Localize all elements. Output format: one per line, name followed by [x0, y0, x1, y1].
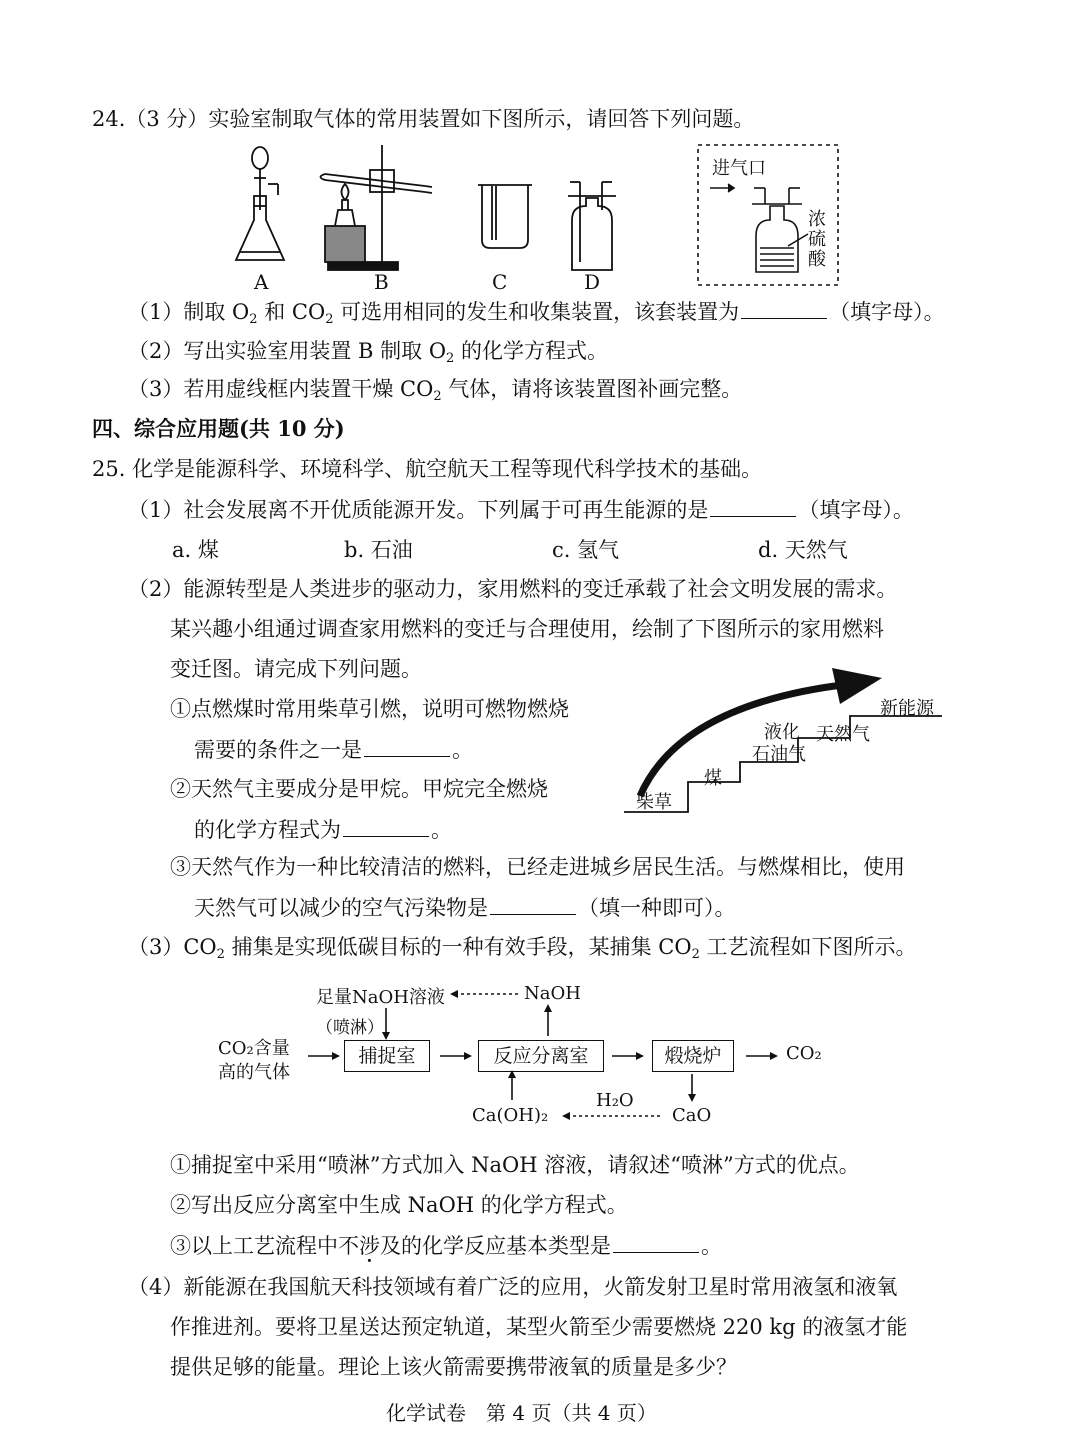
flow-naoh: NaOH — [524, 983, 581, 1004]
emphasis-text: 不涉及 — [338, 1234, 401, 1258]
q24-part2: （2）写出实验室用装置 B 制取 $O_2$ 的化学方程式。 — [128, 339, 609, 366]
q25-part2-line2: 某兴趣小组通过调查家用燃料的变迁与合理使用，绘制了下图所示的家用燃料 — [170, 617, 884, 641]
apparatus-c-icon — [478, 185, 532, 248]
flow-capture-chamber: 捕捉室 — [344, 1040, 430, 1072]
q25-part1: （1）社会发展离不开优质能源开发。下列属于可再生能源的是 （填字母）。 — [128, 494, 914, 525]
flow-gas-in-line1: CO₂含量 — [218, 1038, 290, 1059]
q24-part1: （1）制取 $O_2$ 和 $CO_2$ 可选用相同的发生和收集装置，该套装置为 （填字母）。 — [128, 296, 945, 335]
fuel-step-natural-gas: 天然气 — [816, 724, 870, 745]
flow-calcination-furnace: 煅烧炉 — [652, 1040, 734, 1072]
q25-part3: $(3)CO_2$ 捕集是实现低碳目标的一种有效手段，某捕集 $CO_2$ 工艺流程如下图所示。 — [128, 935, 917, 962]
flow-naoh-solution: 足量NaOH溶液 — [316, 987, 445, 1008]
flow-co2-out: CO₂ — [786, 1043, 822, 1064]
apparatus-a-icon — [236, 147, 284, 260]
q25-part2-line3: 变迁图。请完成下列问题。 — [170, 657, 422, 681]
flow-h2o: H₂O — [596, 1090, 634, 1111]
apparatus-label-c: C — [492, 270, 508, 294]
answer-blank[interactable] — [490, 892, 576, 915]
q25-sub1-line2: 需要的条件之一是 。 — [194, 734, 473, 765]
fuel-step-lpg-2: 石油气 — [752, 744, 806, 765]
answer-blank[interactable] — [364, 734, 450, 757]
fuel-step-lpg-1: 液化 — [764, 722, 800, 743]
q24-header: 24.（3 分）实验室制取气体的常用装置如下图所示，请回答下列问题。 — [92, 107, 755, 131]
q25-flow-q3: ③以上工艺流程中不涉及的化学反应基本类型是 。 — [170, 1230, 722, 1261]
fuel-step-firewood: 柴草 — [636, 792, 672, 813]
q25-flow-q1: ①捕捉室中采用“喷淋”方式加入 NaOH 溶液，请叙述“喷淋”方式的优点。 — [170, 1153, 860, 1177]
apparatus-label-b: B — [374, 270, 389, 294]
answer-blank[interactable] — [343, 814, 429, 837]
q25-sub1-line1: ①点燃煤时常用柴草引燃，说明可燃物燃烧 — [170, 697, 569, 721]
answer-blank[interactable] — [741, 296, 827, 319]
flow-spray: （喷淋） — [316, 1018, 384, 1038]
fuel-step-new-energy: 新能源 — [880, 698, 934, 719]
q25-flow-q2: ②写出反应分离室中生成 NaOH 的化学方程式。 — [170, 1193, 628, 1217]
option-d: d. 天然气 — [758, 538, 848, 562]
option-c: c. 氢气 — [552, 538, 620, 562]
q25-part4-line3: 提供足够的能量。理论上该火箭需要携带液氧的质量是多少？ — [170, 1355, 737, 1379]
flow-gas-in-line2: 高的气体 — [218, 1062, 290, 1083]
q25-part4-line2: 作推进剂。要将卫星送达预定轨道，某型火箭至少需要燃烧 220 kg 的液氢才能 — [170, 1315, 908, 1339]
flow-cao: CaO — [672, 1105, 712, 1126]
q25-sub2-line1: ②天然气主要成分是甲烷。甲烷完全燃烧 — [170, 777, 548, 801]
answer-blank[interactable] — [613, 1230, 699, 1253]
section-4-title: 四、综合应用题(共 10 分) — [92, 416, 345, 441]
page-footer: 化学试卷 第 4 页（共 4 页） — [386, 1401, 657, 1425]
q25-part2-line1: （2）能源转型是人类进步的驱动力，家用燃料的变迁承载了社会文明发展的需求。 — [128, 577, 898, 601]
answer-blank[interactable] — [710, 494, 796, 517]
q25-intro: 25. 化学是能源科学、环境科学、航空航天工程等现代科学技术的基础。 — [92, 457, 763, 481]
option-b: b. 石油 — [344, 538, 413, 562]
acid-label: 浓 硫 酸 — [808, 209, 826, 270]
inlet-label: 进气口 — [712, 158, 766, 179]
q25-sub3-line1: ③天然气作为一种比较清洁的燃料，已经走进城乡居民生活。与燃煤相比，使用 — [170, 855, 905, 879]
apparatus-b-icon — [321, 145, 433, 270]
fuel-step-coal: 煤 — [704, 768, 722, 789]
apparatus-label-a: A — [254, 270, 269, 294]
flow-reaction-separator: 反应分离室 — [478, 1040, 604, 1072]
apparatus-label-d: D — [584, 270, 601, 294]
q24-part3: （3）若用虚线框内装置干燥 $CO_2$ 气体，请将该装置图补画完整。 — [128, 377, 743, 404]
flow-caoh2: Ca(OH)₂ — [472, 1105, 549, 1126]
q25-part4-line1: （4）新能源在我国航天科技领域有着广泛的应用，火箭发射卫星时常用液氢和液氧 — [128, 1275, 898, 1299]
apparatus-d-icon — [568, 182, 616, 270]
q25-sub2-line2: 的化学方程式为 。 — [194, 814, 452, 845]
q25-sub3-line2: 天然气可以减少的空气污染物是 （填一种即可）。 — [194, 892, 736, 923]
option-a: a. 煤 — [172, 538, 219, 562]
